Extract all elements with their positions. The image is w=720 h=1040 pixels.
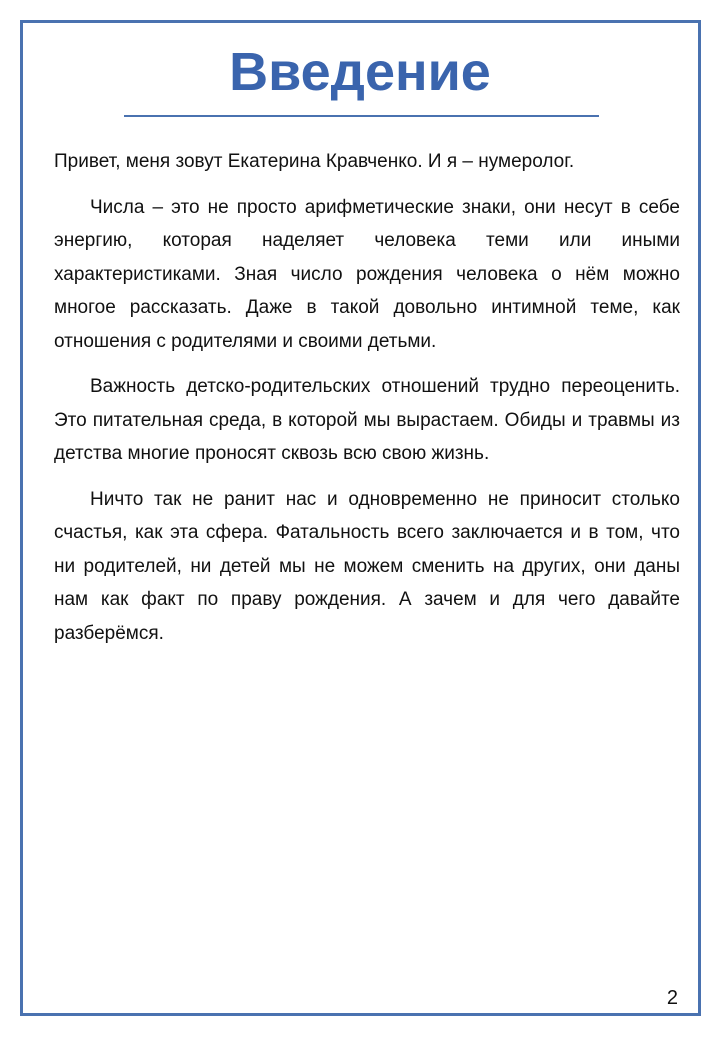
page-title: Введение (229, 42, 491, 102)
paragraph-fate: Ничто так не ранит нас и одновременно не приносит столько счастья, как эта сфера. Фатальность всего заключается и в том, что ни родителей, ни детей мы не можем сменить на других, они даны нам как факт по праву рождения. А зачем и для чего давайте разберёмся. (54, 488, 680, 644)
paragraph-relationships: Важность детско-родительских отношений трудно переоценить. Это питательная среда, в которой мы вырастаем. Обиды и травмы из детства многие проносят сквозь всю свою жизнь. (54, 376, 680, 464)
body-text (54, 145, 680, 662)
page-number: 2 (666, 987, 678, 1009)
title-underline (124, 115, 599, 117)
paragraph-intro: Привет, меня зовут Екатерина Кравченко. И я – нумеролог. (54, 151, 575, 172)
paragraph-numbers: Числа – это не просто арифметические знаки, они несут в себе энергию, которая наделяет человека теми или иными характеристиками. Зная число рождения человека о нём можно многое рассказать. Даже в такой довольно интимной теме, как отношения с родителями и своими детьми. (54, 196, 680, 352)
